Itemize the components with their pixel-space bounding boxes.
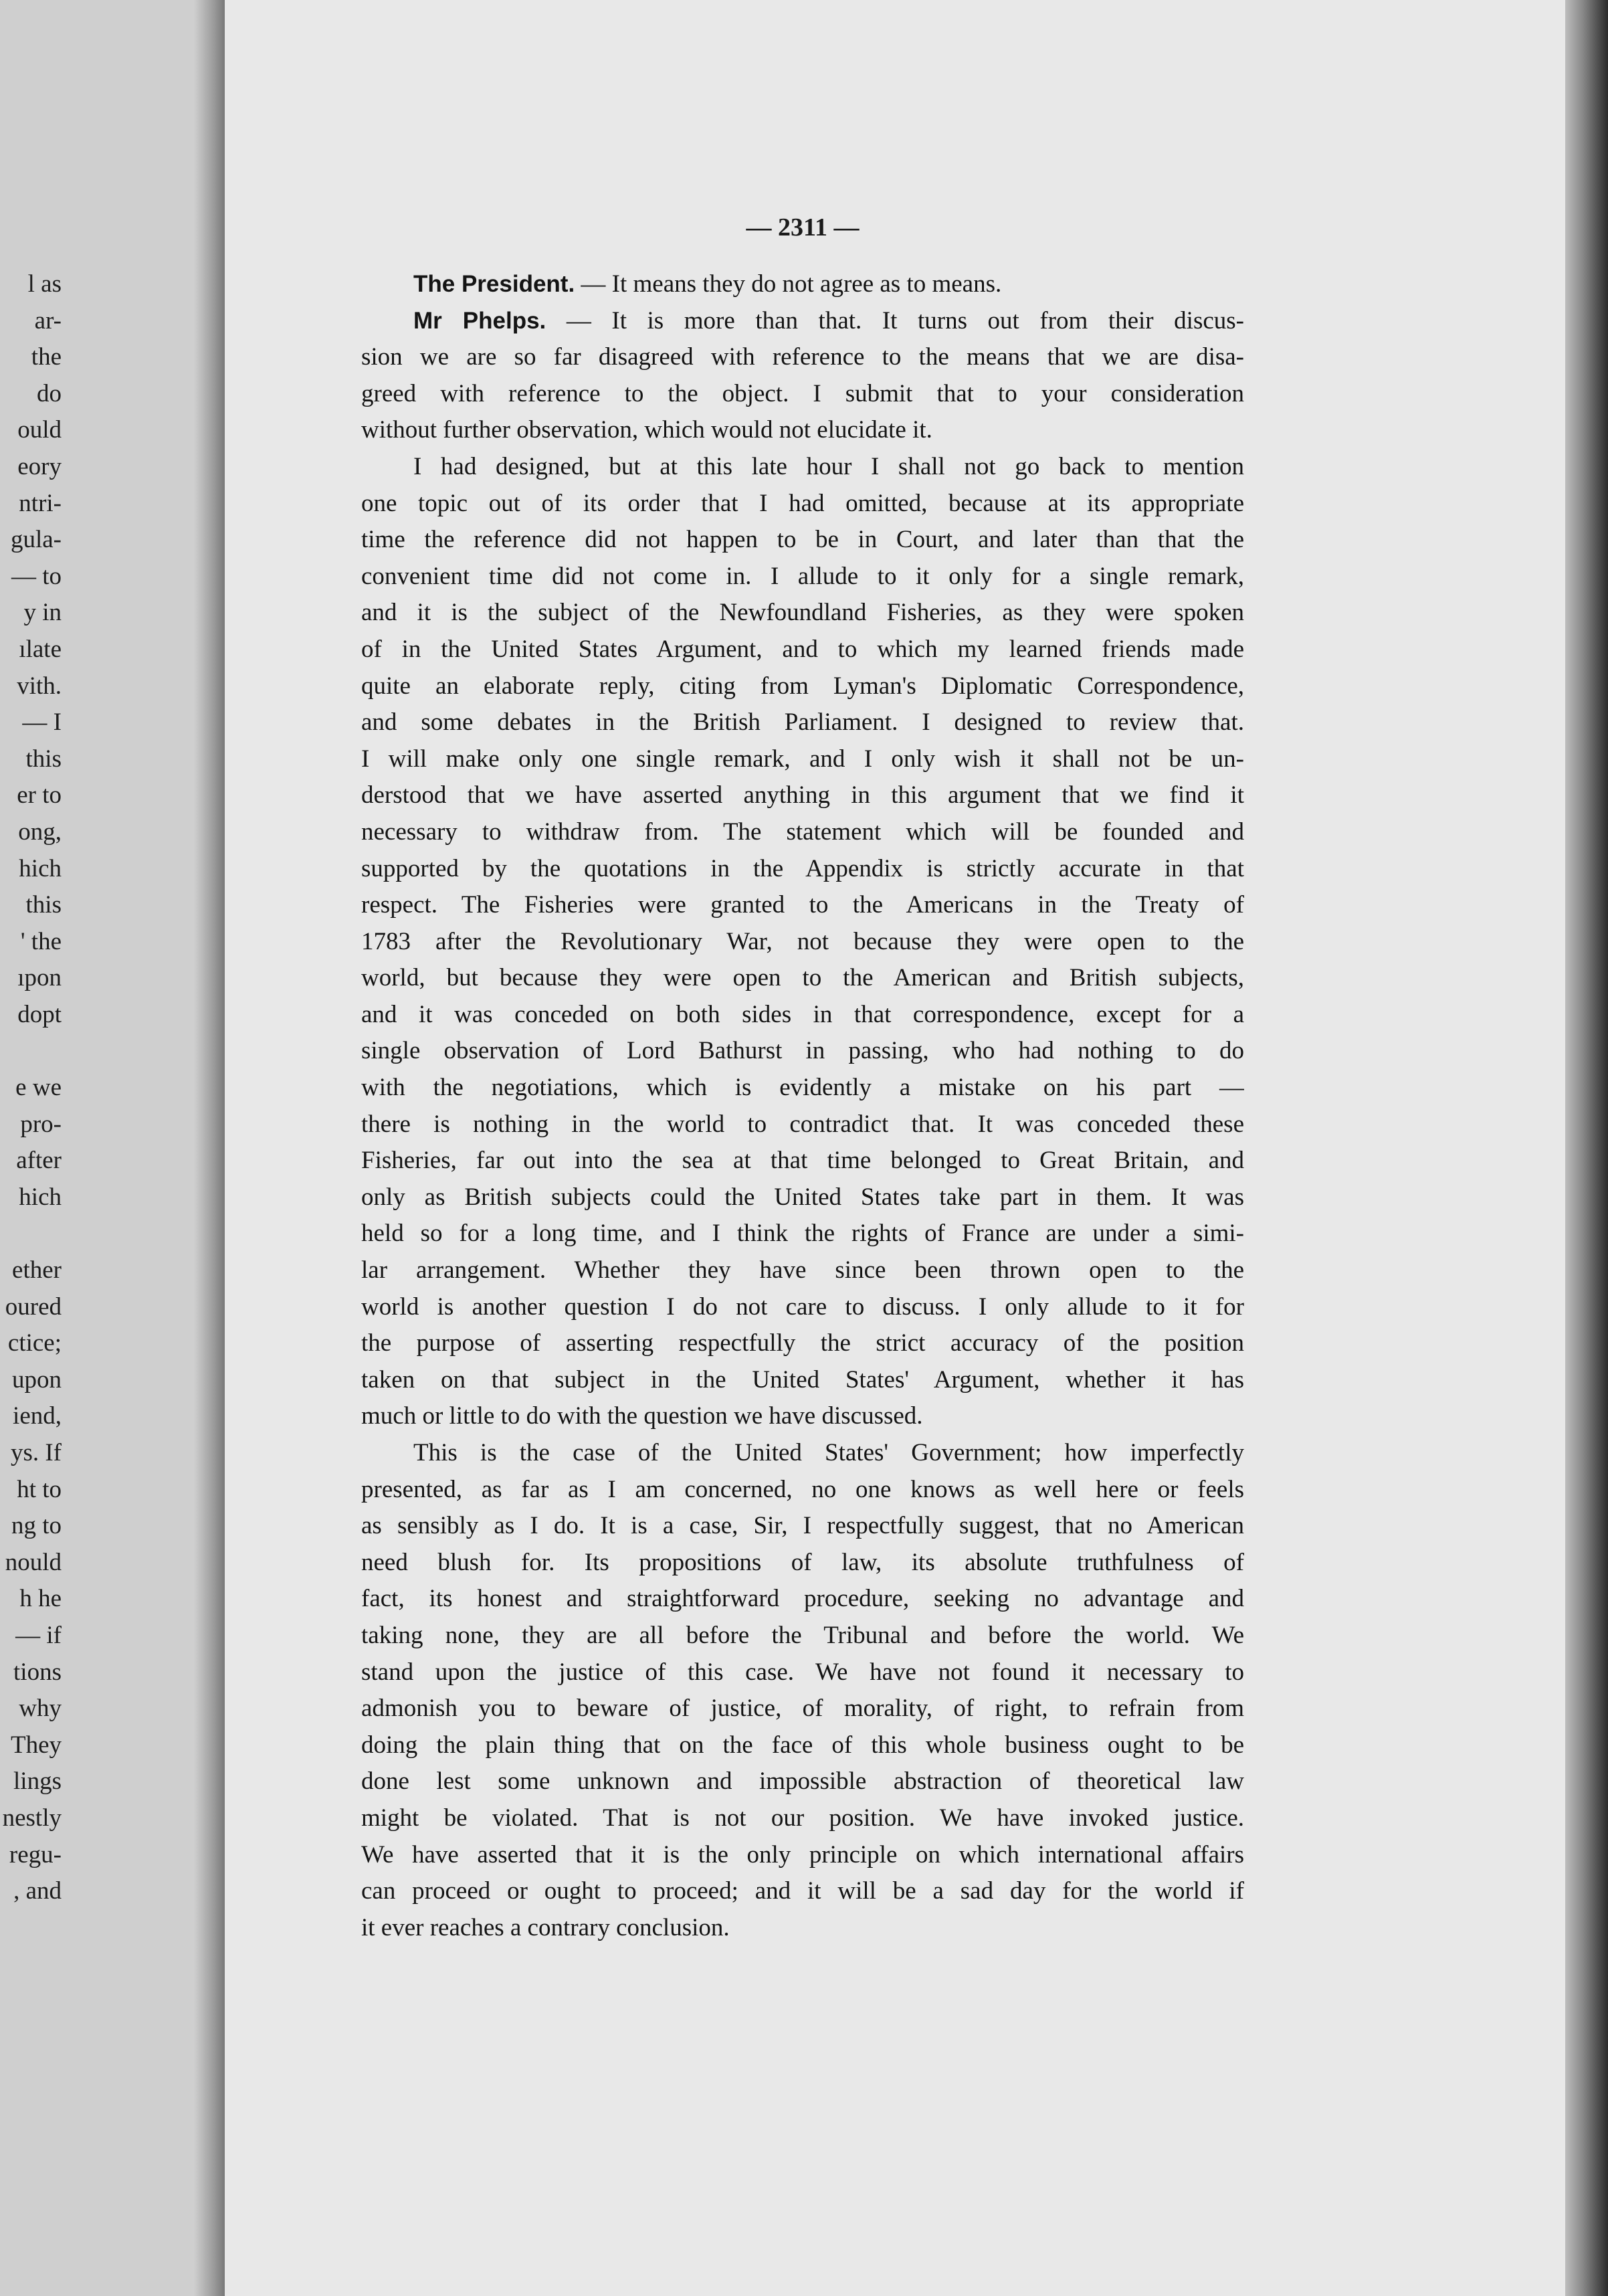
line-text: much or little to do with the question we have discussed.	[361, 1402, 923, 1430]
facing-page	[0, 0, 219, 2296]
line-text: supported by the quotations in the Appendix is strictly accurate in that	[361, 854, 1244, 882]
line-text: We have asserted that it is the only principle on which international affairs	[361, 1840, 1244, 1869]
facing-page-fragment: ht to	[17, 1475, 62, 1503]
text-line	[361, 1763, 1244, 1800]
facing-page-fragment: , and	[13, 1877, 62, 1905]
text-line	[361, 997, 1244, 1034]
facing-page-text-fragments	[0, 266, 62, 1910]
facing-page-fragment: ıpon	[17, 964, 62, 992]
facing-page-fragment: ctice;	[7, 1329, 62, 1357]
line-text: admonish you to beware of justice, of morality, of right, to refrain from	[361, 1695, 1244, 1723]
line-text: sion we are so far disagreed with reference to the means that we are disa-	[361, 343, 1244, 371]
page-number: — 2311 —	[746, 213, 860, 242]
facing-page-fragment: hich	[19, 854, 62, 882]
line-text: presented, as far as I am concerned, no one knows as well here or feels	[361, 1475, 1244, 1503]
text-line	[361, 266, 1244, 303]
facing-page-fragment: pro-	[20, 1110, 62, 1138]
text-line	[361, 632, 1244, 668]
text-line	[361, 1143, 1244, 1179]
facing-page-fragment: ong,	[18, 818, 62, 846]
line-text: I will make only one single remark, and I only wish it shall not be un-	[361, 745, 1244, 773]
line-text: convenient time did not come in. I allude to it only for a single remark,	[361, 562, 1244, 590]
facing-page-fragment: vith.	[17, 672, 62, 700]
line-text: fact, its honest and straightforward procedure, seeking no advantage and	[361, 1585, 1244, 1613]
line-text: necessary to withdraw from. The statement which will be founded and	[361, 818, 1244, 846]
line-text: it ever reaches a contrary conclusion.	[361, 1913, 730, 1941]
line-text: as sensibly as I do. It is a case, Sir, I respectfully suggest, that no American	[361, 1512, 1244, 1540]
line-text: the purpose of asserting respectfully the strict accuracy of the position	[361, 1329, 1244, 1357]
text-line	[361, 814, 1244, 851]
facing-page-fragment: iend,	[13, 1402, 62, 1430]
line-text: world, but because they were open to the American and British subjects,	[361, 964, 1244, 992]
line-text: might be violated. That is not our position. We have invoked justice.	[361, 1804, 1244, 1832]
line-text: taken on that subject in the United States' Argument, whether it has	[361, 1365, 1244, 1394]
text-line	[361, 595, 1244, 632]
text-line	[361, 887, 1244, 924]
line-text: respect. The Fisheries were granted to the Americans in the Treaty of	[361, 891, 1244, 919]
text-line	[361, 1362, 1244, 1399]
text-line	[361, 924, 1244, 961]
speaker-name: The President.	[413, 271, 575, 297]
facing-page-fragment: er to	[17, 781, 62, 809]
facing-page-fragment: do	[37, 379, 62, 407]
text-line	[361, 376, 1244, 413]
facing-page-fragment: dopt	[17, 1000, 62, 1028]
text-line	[361, 1179, 1244, 1216]
facing-page-fragment: They	[10, 1731, 62, 1759]
text-line	[361, 1325, 1244, 1362]
line-text: doing the plain thing that on the face of this whole business ought to be	[361, 1731, 1244, 1759]
text-line	[361, 1398, 1244, 1435]
facing-page-fragment: eory	[17, 452, 62, 480]
line-text: done lest some unknown and impossible abstraction of theoretical law	[361, 1767, 1244, 1796]
line-text: with the negotiations, which is evidently a mistake on his part —	[361, 1074, 1244, 1102]
facing-page-fragment: — I	[22, 708, 62, 737]
line-text: held so for a long time, and I think the rights of France are under a simi-	[361, 1220, 1244, 1248]
facing-page-fragment: ' the	[20, 927, 62, 955]
facing-page-fragment	[0, 1216, 62, 1252]
line-text: there is nothing in the world to contradict that. It was conceded these	[361, 1110, 1244, 1138]
line-text: — It is more than that. It turns out from their discus-	[566, 306, 1244, 334]
facing-page-fragment: l as	[27, 270, 62, 298]
facing-page-fragment: e we	[15, 1074, 62, 1102]
text-line	[361, 1216, 1244, 1252]
text-line	[361, 704, 1244, 741]
facing-page-fragment: lings	[13, 1767, 62, 1796]
body-text	[361, 266, 1244, 1946]
text-line	[361, 777, 1244, 814]
text-line	[361, 449, 1244, 486]
text-line	[361, 559, 1244, 595]
facing-page-fragment: h he	[19, 1585, 62, 1613]
text-line	[361, 851, 1244, 888]
text-line	[361, 1033, 1244, 1070]
text-line	[361, 1472, 1244, 1509]
text-line	[361, 1252, 1244, 1289]
facing-page-fragment: nould	[5, 1548, 62, 1576]
text-line	[361, 522, 1244, 559]
text-line	[361, 668, 1244, 705]
facing-page-fragment: ılate	[19, 635, 62, 663]
text-line	[361, 1800, 1244, 1837]
text-line	[361, 1837, 1244, 1874]
speaker-name: Mr Phelps.	[413, 307, 546, 334]
facing-page-fragment: after	[16, 1147, 62, 1175]
line-text: and some debates in the British Parliament. I designed to review that.	[361, 708, 1244, 737]
line-text: I had designed, but at this late hour I shall not go back to mention	[413, 452, 1244, 480]
facing-page-fragment: why	[19, 1695, 62, 1723]
facing-page-fragment: ar-	[34, 306, 62, 334]
page-edge-shadow	[1565, 0, 1608, 2296]
text-line	[361, 486, 1244, 522]
line-text: and it is the subject of the Newfoundland Fisheries, as they were spoken	[361, 599, 1244, 627]
line-text: greed with reference to the object. I submit that to your consideration	[361, 379, 1244, 407]
text-line	[361, 1654, 1244, 1691]
text-line	[361, 1618, 1244, 1654]
text-line	[361, 1070, 1244, 1107]
text-line	[361, 1508, 1244, 1545]
text-line	[361, 1910, 1244, 1947]
facing-page-fragment: regu-	[9, 1840, 62, 1869]
line-text: single observation of Lord Bathurst in passing, who had nothing to do	[361, 1037, 1244, 1065]
text-line	[361, 1691, 1244, 1727]
text-line	[361, 1581, 1244, 1618]
facing-page-fragment: the	[31, 343, 62, 371]
line-text: lar arrangement. Whether they have since been thrown open to the	[361, 1256, 1244, 1284]
line-text: 1783 after the Revolutionary War, not because they were open to the	[361, 927, 1244, 955]
line-text: need blush for. Its propositions of law, its absolute truthfulness of	[361, 1548, 1244, 1576]
line-text: only as British subjects could the United States take part in them. It was	[361, 1183, 1244, 1211]
facing-page-fragment: — to	[11, 562, 62, 590]
line-text: of in the United States Argument, and to which my learned friends made	[361, 635, 1244, 663]
line-text: one topic out of its order that I had omitted, because at its appropriate	[361, 489, 1244, 517]
facing-page-fragment: this	[25, 891, 62, 919]
text-line	[361, 741, 1244, 778]
text-line	[361, 412, 1244, 449]
text-line	[361, 1289, 1244, 1326]
text-line	[361, 303, 1244, 340]
line-text: taking none, they are all before the Tribunal and before the world. We	[361, 1621, 1244, 1649]
facing-page-fragment: — if	[15, 1621, 62, 1649]
facing-page-fragment: ys. If	[10, 1439, 62, 1466]
line-text: and it was conceded on both sides in that correspondence, except for a	[361, 1000, 1244, 1028]
line-text: time the reference did not happen to be in Court, and later than that the	[361, 526, 1244, 554]
line-text: without further observation, which would not elucidate it.	[361, 416, 932, 444]
facing-page-fragment: nestly	[2, 1804, 62, 1832]
facing-page-fragment: tions	[13, 1658, 62, 1686]
text-line	[361, 1107, 1244, 1143]
line-text: can proceed or ought to proceed; and it will be a sad day for the world if	[361, 1877, 1244, 1905]
line-text: derstood that we have asserted anything in this argument that we find it	[361, 781, 1244, 809]
text-line	[361, 339, 1244, 376]
facing-page-fragment: oured	[5, 1293, 62, 1321]
facing-page-fragment: y in	[23, 599, 62, 627]
facing-page-fragment: ntri-	[19, 489, 62, 517]
text-line	[361, 1435, 1244, 1472]
line-text: This is the case of the United States' Government; how imperfectly	[413, 1439, 1244, 1466]
facing-page-fragment: upon	[12, 1365, 62, 1394]
facing-page-fragment: ether	[12, 1256, 62, 1284]
line-text: stand upon the justice of this case. We have not found it necessary to	[361, 1658, 1244, 1686]
facing-page-fragment: this	[25, 745, 62, 773]
text-line	[361, 1545, 1244, 1582]
facing-page-fragment: hich	[19, 1183, 62, 1211]
line-text: world is another question I do not care to discuss. I only allude to it for	[361, 1293, 1244, 1321]
facing-page-fragment	[0, 1033, 62, 1070]
text-line	[361, 1873, 1244, 1910]
text-line	[361, 1727, 1244, 1764]
facing-page-fragment: gula-	[10, 526, 62, 554]
text-line	[361, 960, 1244, 997]
line-text: quite an elaborate reply, citing from Lyman's Diplomatic Correspondence,	[361, 672, 1244, 700]
line-text: — It means they do not agree as to means.	[581, 270, 1002, 298]
facing-page-fragment: ng to	[11, 1512, 62, 1540]
facing-page-fragment: ould	[17, 416, 62, 444]
line-text: Fisheries, far out into the sea at that time belonged to Great Britain, and	[361, 1147, 1244, 1175]
